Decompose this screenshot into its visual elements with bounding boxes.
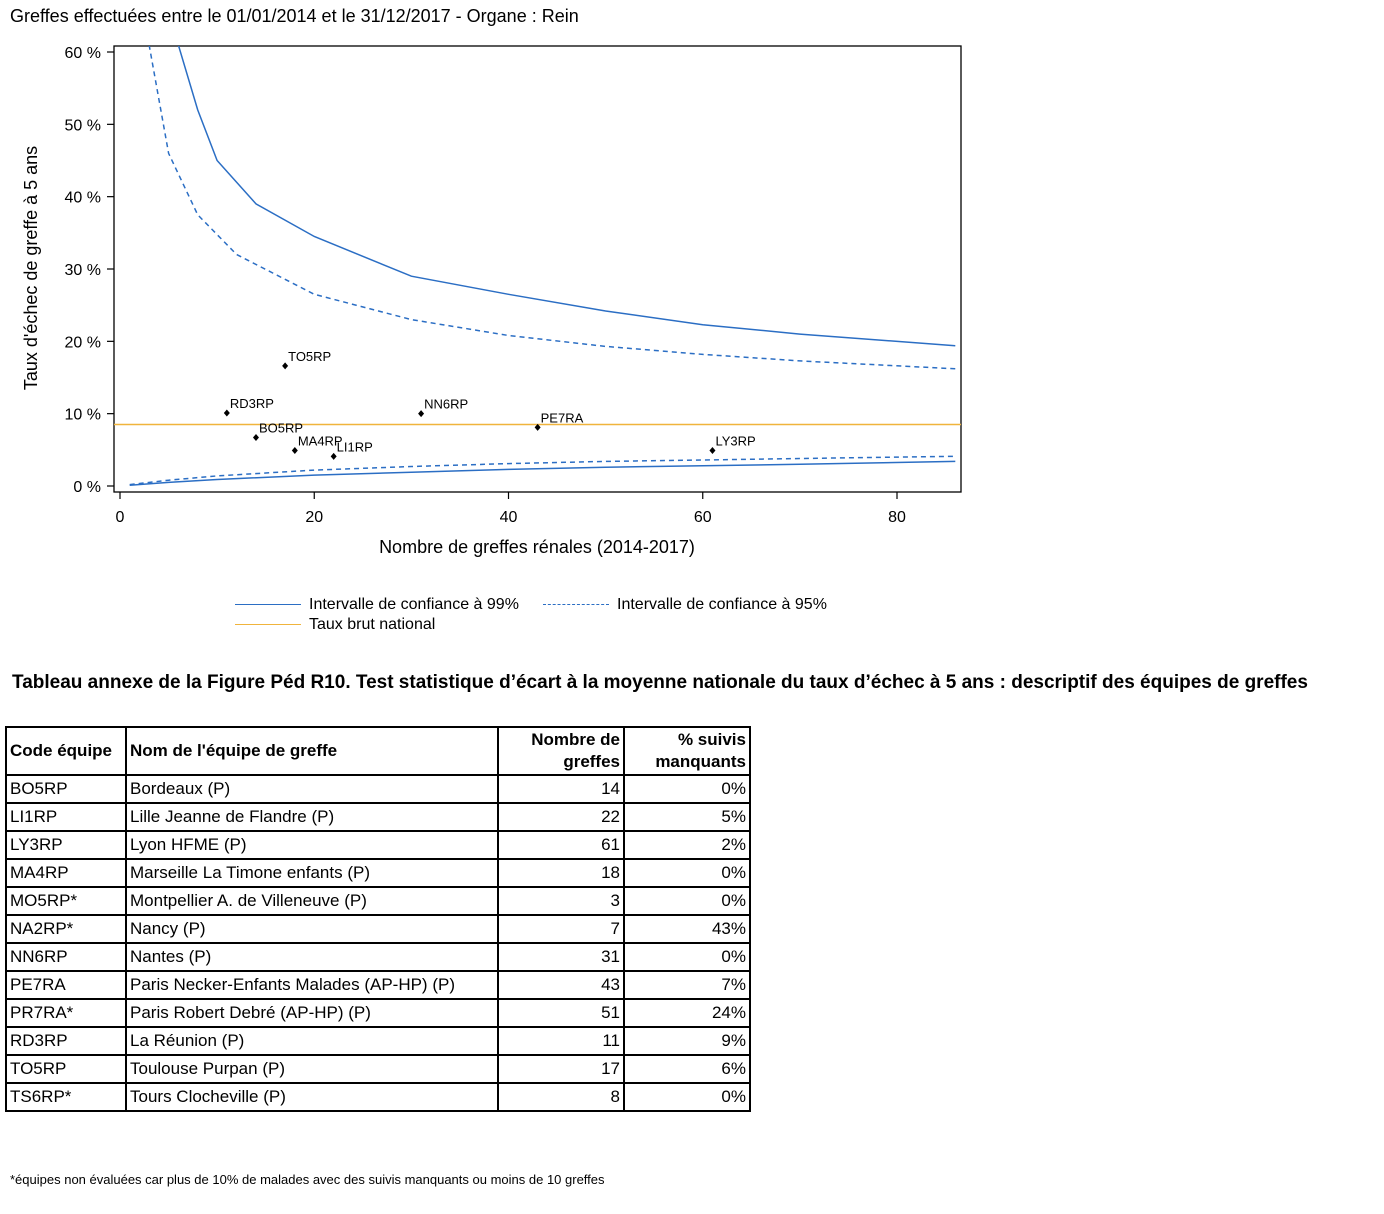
legend-swatch-ci99 (235, 604, 301, 605)
point-label: PE7RA (540, 410, 584, 426)
legend-item-ci95 (543, 596, 827, 616)
table-row (6, 831, 750, 859)
table-row (6, 887, 750, 915)
table-header-row (6, 727, 750, 775)
cell-code: TS6RP* (6, 1083, 126, 1111)
header-count (498, 727, 624, 775)
cell-code: MA4RP (6, 859, 126, 887)
legend-item-national (235, 616, 435, 636)
header-count-line2: greffes (563, 752, 620, 771)
y-axis-label: Taux d'échec de greffe à 5 ans (21, 145, 41, 391)
table-row (6, 1083, 750, 1111)
cell-name: La Réunion (P) (126, 1027, 498, 1055)
ci95-upper-curve (149, 45, 955, 369)
cell-name: Lyon HFME (P) (126, 831, 498, 859)
table-row (6, 775, 750, 803)
point-label: LY3RP (715, 433, 756, 449)
cell-missing: 43% (624, 915, 750, 943)
x-tick-label: 60 (693, 509, 712, 526)
cell-name: Nancy (P) (126, 915, 498, 943)
table-row (6, 1055, 750, 1083)
cell-name: Marseille La Timone enfants (P) (126, 859, 498, 887)
cell-count: 3 (498, 887, 624, 915)
cell-name: Paris Robert Debré (AP-HP) (P) (126, 999, 498, 1027)
header-name: Nom de l'équipe de greffe (126, 727, 498, 775)
table-row (6, 803, 750, 831)
scatter-chart (0, 0, 1384, 590)
cell-name: Tours Clocheville (P) (126, 1083, 498, 1111)
ci95-lower-curve (130, 456, 956, 484)
y-tick-label: 20 % (64, 334, 101, 352)
teams-table (5, 726, 751, 1112)
y-tick-label: 50 % (64, 117, 101, 135)
cell-code: LI1RP (6, 803, 126, 831)
cell-code: NA2RP* (6, 915, 126, 943)
cell-count: 18 (498, 859, 624, 887)
table-row (6, 859, 750, 887)
cell-missing: 24% (624, 999, 750, 1027)
cell-missing: 7% (624, 971, 750, 999)
legend-label-ci99: Intervalle de confiance à 99% (309, 596, 519, 613)
cell-name: Nantes (P) (126, 943, 498, 971)
point-label: RD3RP (229, 395, 274, 411)
point-label: MA4RP (297, 433, 343, 449)
point-label: BO5RP (258, 420, 304, 436)
cell-name: Bordeaux (P) (126, 775, 498, 803)
header-missing-line2: manquants (655, 752, 746, 771)
cell-count: 22 (498, 803, 624, 831)
table-row (6, 915, 750, 943)
x-tick-label: 0 (115, 509, 125, 526)
x-tick-label: 20 (305, 509, 324, 526)
cell-count: 17 (498, 1055, 624, 1083)
point-label: NN6RP (424, 396, 469, 412)
x-axis-label: Nombre de greffes rénales (2014-2017) (379, 537, 695, 557)
y-tick-label: 40 % (64, 189, 101, 207)
cell-code: PR7RA* (6, 999, 126, 1027)
cell-count: 14 (498, 775, 624, 803)
legend-swatch-ci95 (543, 604, 609, 605)
cell-name: Toulouse Purpan (P) (126, 1055, 498, 1083)
header-missing (624, 727, 750, 775)
cell-missing: 2% (624, 831, 750, 859)
cell-missing: 0% (624, 943, 750, 971)
y-tick-label: 60 % (64, 45, 101, 62)
cell-count: 7 (498, 915, 624, 943)
legend-label-national: Taux brut national (309, 616, 436, 633)
cell-missing: 0% (624, 887, 750, 915)
cell-name: Montpellier A. de Villeneuve (P) (126, 887, 498, 915)
cell-count: 31 (498, 943, 624, 971)
cell-name: Paris Necker-Enfants Malades (AP-HP) (P) (126, 971, 498, 999)
cell-missing: 0% (624, 775, 750, 803)
point-label: LI1RP (336, 439, 373, 455)
cell-code: PE7RA (6, 971, 126, 999)
cell-missing: 9% (624, 1027, 750, 1055)
cell-code: BO5RP (6, 775, 126, 803)
point-label: TO5RP (288, 348, 332, 364)
header-code: Code équipe (6, 727, 126, 775)
cell-name: Lille Jeanne de Flandre (P) (126, 803, 498, 831)
table-row (6, 1027, 750, 1055)
x-tick-label: 40 (499, 509, 518, 526)
cell-code: NN6RP (6, 943, 126, 971)
y-tick-label: 0 % (73, 479, 101, 496)
cell-count: 8 (498, 1083, 624, 1111)
cell-count: 43 (498, 971, 624, 999)
header-missing-line1: % suivis (677, 730, 746, 749)
ci99-upper-curve (178, 45, 955, 346)
cell-code: TO5RP (6, 1055, 126, 1083)
cell-missing: 0% (624, 1083, 750, 1111)
table-title: Tableau annexe de la Figure Péd R10. Test statistique d’écart à la moyenne nationale du taux d’échec à 5 ans : descriptif des équipes de greffes (12, 672, 1308, 693)
cell-count: 11 (498, 1027, 624, 1055)
legend-swatch-national (235, 624, 301, 625)
footnote: *équipes non évaluées car plus de 10% de malades avec des suivis manquants ou moins de 10 greffes (10, 1172, 605, 1187)
cell-missing: 5% (624, 803, 750, 831)
cell-code: RD3RP (6, 1027, 126, 1055)
table-row (6, 971, 750, 999)
ci99-lower-curve (130, 461, 956, 485)
table-row (6, 999, 750, 1027)
chart-title: Greffes effectuées entre le 01/01/2014 et le 31/12/2017 - Organe : Rein (10, 6, 579, 26)
legend-item-ci99 (235, 596, 519, 616)
cell-count: 51 (498, 999, 624, 1027)
y-tick-label: 30 % (64, 262, 101, 279)
cell-code: MO5RP* (6, 887, 126, 915)
table-row (6, 943, 750, 971)
cell-count: 61 (498, 831, 624, 859)
y-tick-label: 10 % (64, 406, 101, 424)
x-tick-label: 80 (888, 509, 906, 526)
cell-code: LY3RP (6, 831, 126, 859)
legend-label-ci95: Intervalle de confiance à 95% (617, 596, 827, 613)
header-count-line1: Nombre de (531, 730, 620, 749)
cell-missing: 6% (624, 1055, 750, 1083)
cell-missing: 0% (624, 859, 750, 887)
